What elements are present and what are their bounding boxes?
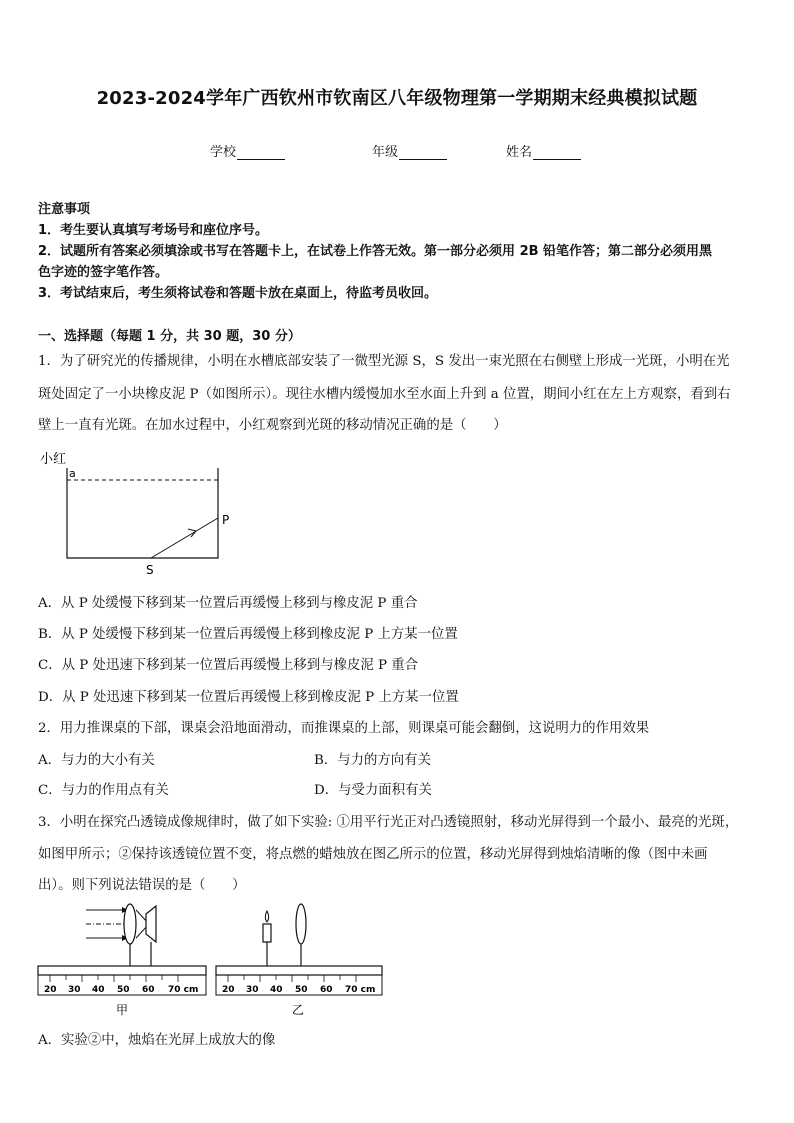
figure-caption-jia: 甲: [116, 1003, 129, 1017]
notice-item: 3．考试结束后，考生须将试卷和答题卡放在桌面上，待监考员收回。: [38, 286, 438, 301]
grade-blank[interactable]: [399, 147, 447, 160]
school-label: 学校: [210, 145, 237, 160]
ruler-ticks: [50, 975, 178, 982]
grade-label: 年级: [372, 145, 399, 160]
school-blank[interactable]: [237, 147, 285, 160]
light-ray: [151, 518, 218, 558]
section-heading: 一、选择题（每题 1 分，共 30 题，30 分）: [38, 329, 301, 344]
light-screen: [146, 906, 156, 942]
q1-option-d[interactable]: D．从 P 处迅速下移到某一位置后再缓慢上移到橡皮泥 P 上方某一位置: [38, 690, 459, 705]
q1-stem-line: 壁上一直有光斑。在加水过程中，小红观察到光斑的移动情况正确的是（ ）: [38, 418, 507, 433]
observer-label: 小红: [40, 452, 67, 467]
q2-option-b[interactable]: B．与力的方向有关: [314, 753, 431, 768]
q1-stem-line: 1．为了研究光的传播规律，小明在水槽底部安装了一微型光源 S，S 发出一束光照在右侧壁上形成一光斑，小明在光: [38, 354, 730, 369]
level-label: a: [69, 467, 76, 480]
q3-option-a[interactable]: A．实验②中，烛焰在光屏上成放大的像: [38, 1033, 276, 1048]
q1-stem-line: 斑处固定了一小块橡皮泥 P（如图所示）。现往水槽内缓慢加水至水面上升到 a 位置，期间小红在左上方观察，看到右: [38, 387, 731, 402]
q2-option-a[interactable]: A．与力的大小有关: [38, 753, 155, 768]
convex-lens: [124, 904, 136, 944]
candle-flame: [265, 911, 268, 922]
tick-label: 70 cm: [345, 985, 376, 995]
q3-stem-line: 如图甲所示；②保持该透镜位置不变，将点燃的蜡烛放在图乙所示的位置，移动光屏得到烛焰清晰的像（图中未画: [38, 847, 708, 862]
spot-label: P: [222, 513, 230, 527]
notice-item: 色字迹的签字笔作答。: [38, 265, 169, 280]
tick-label: 30: [246, 985, 259, 995]
q1-option-b[interactable]: B．从 P 处缓慢下移到某一位置后再缓慢上移到橡皮泥 P 上方某一位置: [38, 627, 458, 642]
optical-bench-rail: [38, 966, 206, 975]
q3-optical-bench-figures: [36, 900, 386, 1022]
tick-label: 20: [44, 985, 57, 995]
q1-option-c[interactable]: C．从 P 处迅速下移到某一位置后再缓慢上移到与橡皮泥 P 重合: [38, 658, 419, 673]
tick-label: 50: [295, 985, 308, 995]
q1-option-a[interactable]: A．从 P 处缓慢下移到某一位置后再缓慢上移到与橡皮泥 P 重合: [38, 596, 418, 611]
notice-item: 1．考生要认真填写考场号和座位序号。: [38, 223, 269, 238]
school-field[interactable]: [210, 141, 285, 160]
name-field[interactable]: [506, 141, 581, 160]
tick-label: 50: [117, 985, 130, 995]
tick-label: 40: [92, 985, 105, 995]
tick-label: 30: [68, 985, 81, 995]
tank-outline: [67, 468, 218, 558]
q2-option-c[interactable]: C．与力的作用点有关: [38, 783, 169, 798]
q2-option-d[interactable]: D．与受力面积有关: [314, 783, 432, 798]
figure-caption-yi: 乙: [292, 1003, 305, 1017]
tick-label: 40: [270, 985, 283, 995]
ruler-ticks: [228, 975, 356, 982]
optical-bench-rail: [216, 966, 382, 975]
notice-item: 2．试题所有答案必须填涂或书写在答题卡上，在试卷上作答无效。第一部分必须用 2B 铅笔作答；第二部分必须用黑: [38, 244, 713, 259]
q2-stem: 2．用力推课桌的下部，课桌会沿地面滑动，而推课桌的上部，则课桌可能会翻倒，这说明力的作用效果: [38, 721, 650, 736]
convex-lens: [296, 904, 306, 944]
q1-water-tank-figure: [36, 446, 246, 580]
figure-yi: [216, 904, 382, 1017]
grade-field[interactable]: [372, 141, 447, 160]
notice-heading: 注意事项: [38, 202, 91, 217]
q3-stem-line: 3．小明在探究凸透镜成像规律时，做了如下实验: ①用平行光正对凸透镜照射，移动光屏得到一个最小、最亮的光斑，: [38, 815, 739, 830]
page-title: 2023-2024学年广西钦州市钦南区八年级物理第一学期期末经典模拟试题: [96, 88, 698, 109]
tick-label: 60: [320, 985, 333, 995]
figure-jia: [38, 904, 206, 1017]
source-label: S: [146, 563, 154, 577]
candle: [263, 924, 271, 942]
tick-label: 70 cm: [168, 985, 199, 995]
name-label: 姓名: [506, 145, 533, 160]
tick-label: 60: [142, 985, 155, 995]
tick-label: 20: [222, 985, 235, 995]
name-blank[interactable]: [533, 147, 581, 160]
q3-stem-line: 出）。则下列说法错误的是（ ）: [38, 878, 246, 893]
